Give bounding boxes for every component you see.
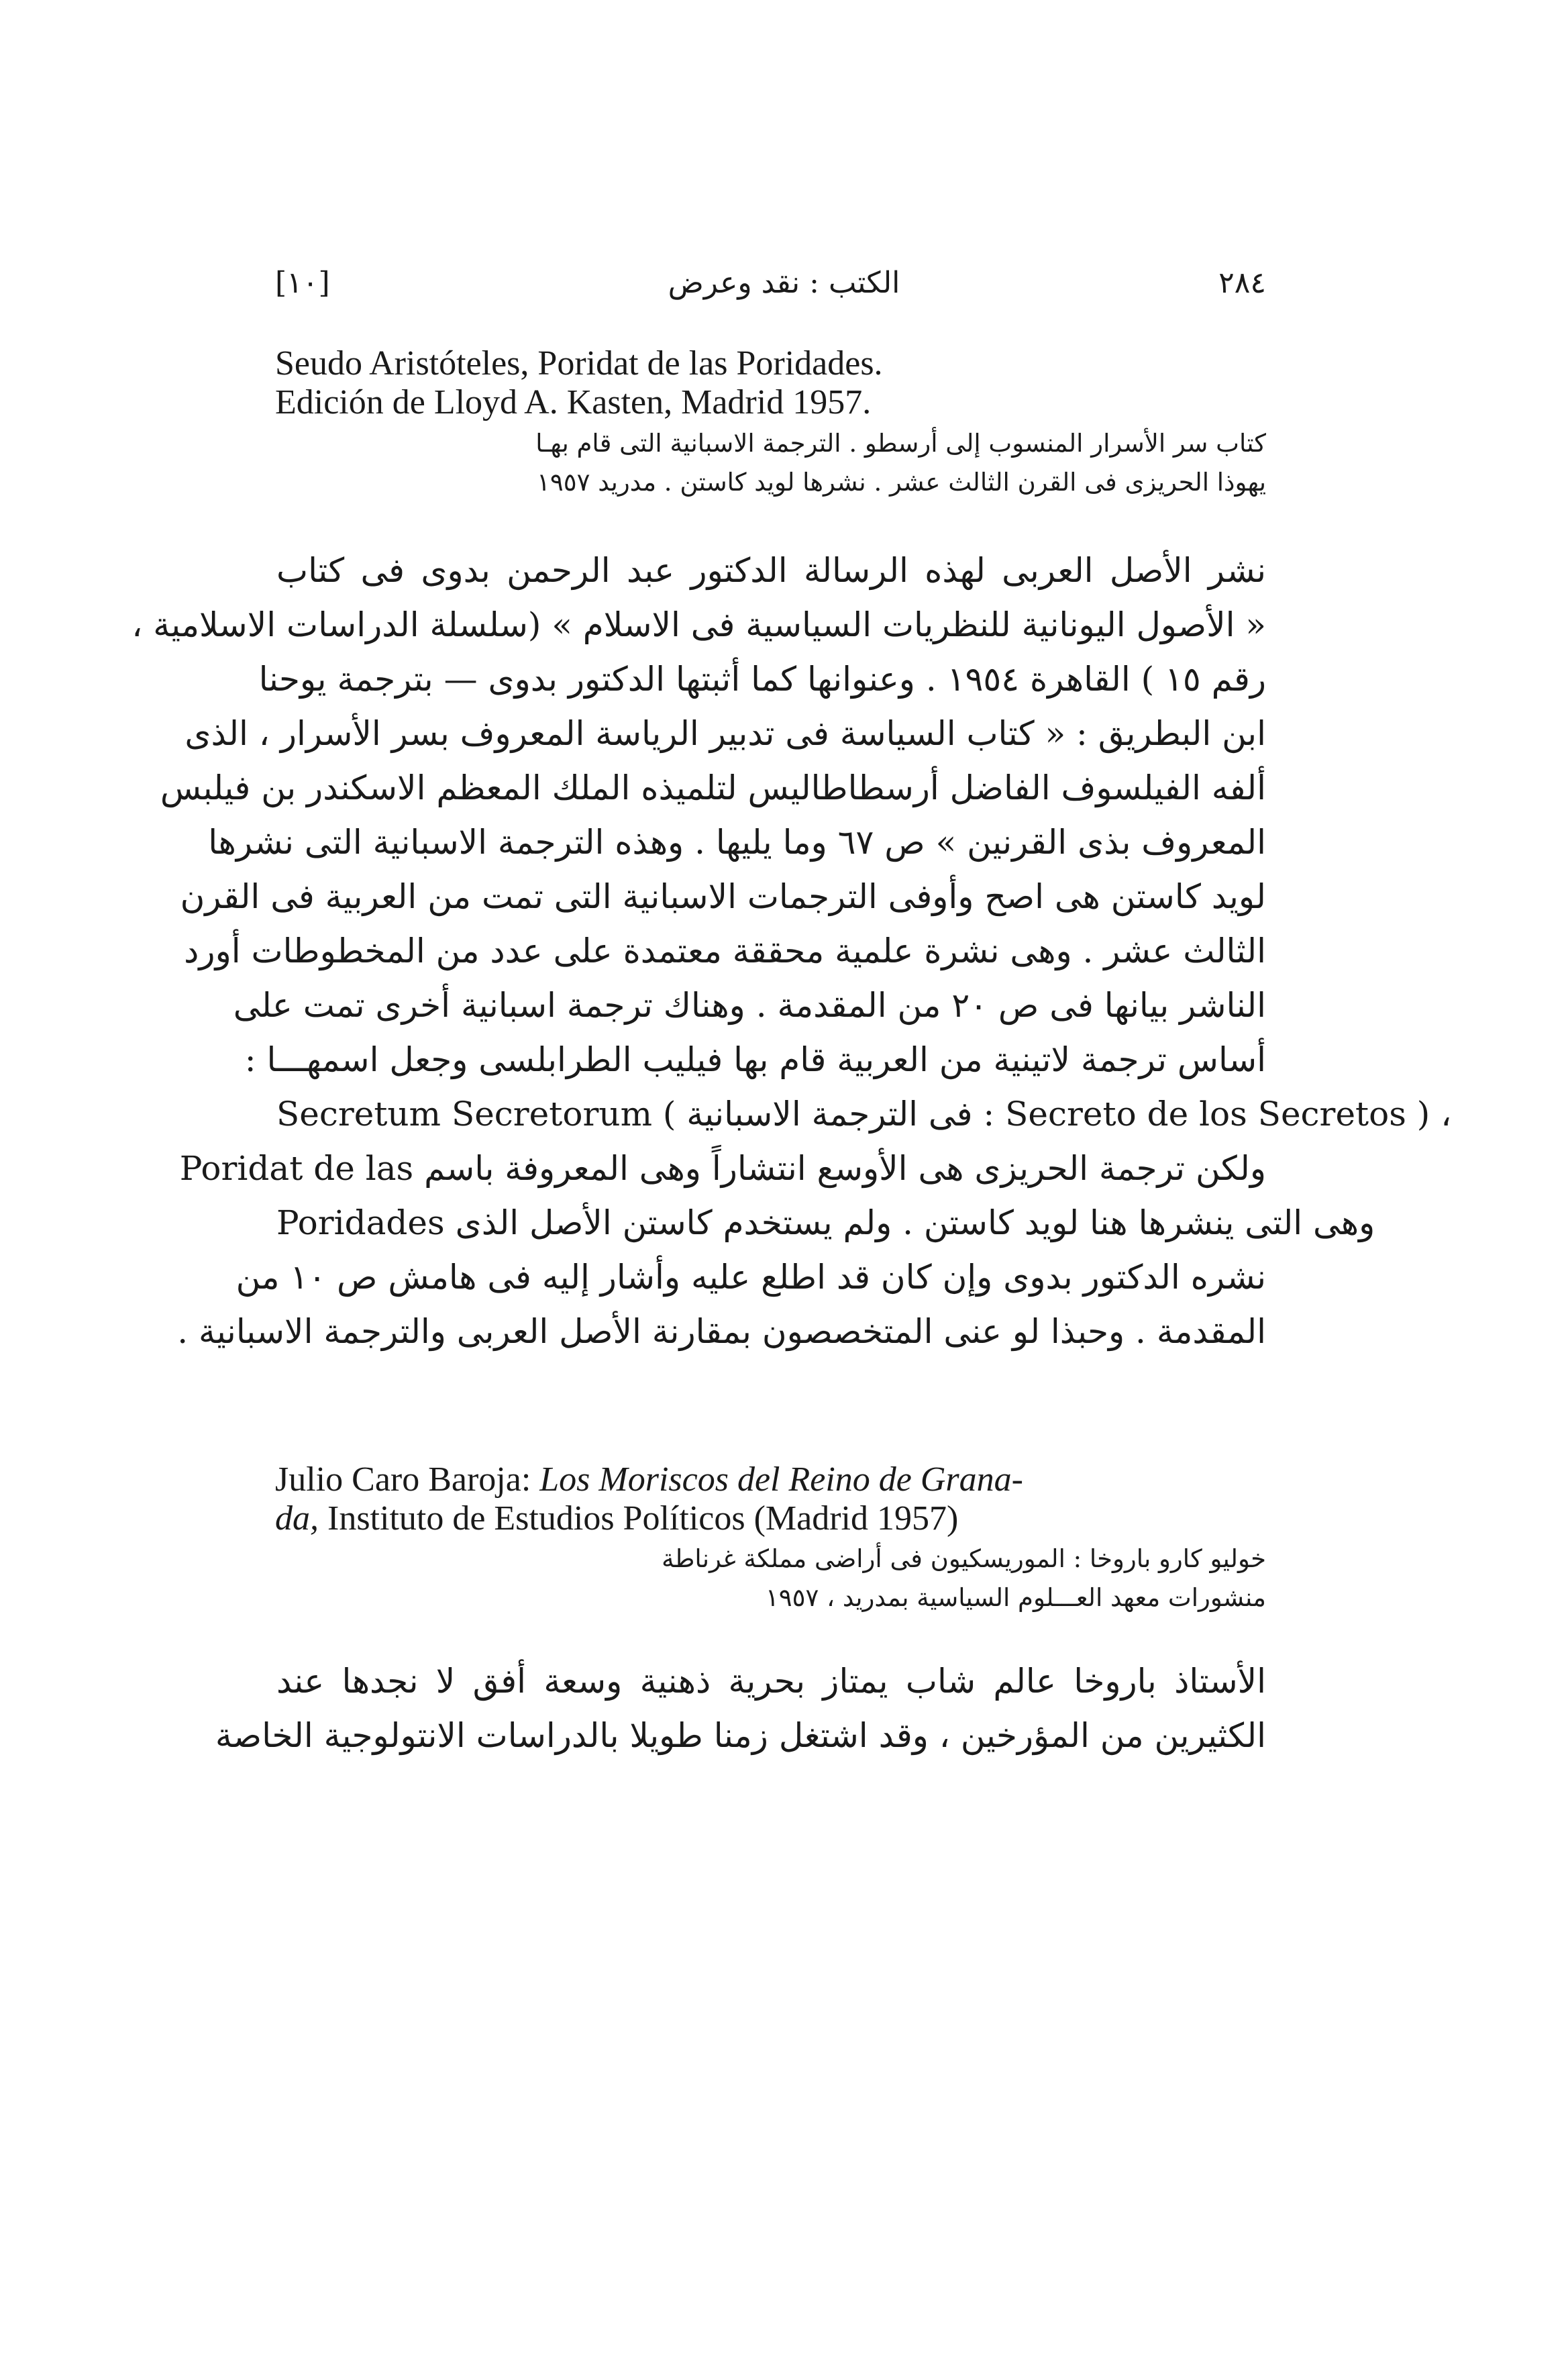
entry1-arabic-bib-line-2: يهوذا الحريزى فى القرن الثالث عشر . نشرها لويد كاستن . مدريد ١٩٥٧ bbox=[536, 468, 1266, 497]
entry2-title: Los Moriscos del Reino de Grana- bbox=[539, 1460, 1023, 1499]
entry2-arabic-bib-line-2: منشورات معهد العـــلوم السياسية بمدريد ، ١٩٥٧ bbox=[765, 1583, 1266, 1612]
entry2-title-end: da, bbox=[275, 1499, 319, 1538]
body-line: نشر الأصل العربى لهذه الرسالة الدكتور عبد الرحمن بدوى فى كتاب bbox=[276, 551, 1266, 590]
body-line: ولكن ترجمة الحريزى هى الأوسع انتشاراً وهى المعروفة باسم Poridat de las bbox=[179, 1149, 1266, 1188]
body-line: Poridades وهى التى ينشرها هنا لويد كاستن . ولم يستخدم كاستن الأصل الذى bbox=[276, 1203, 1375, 1242]
body-line: أساس ترجمة لاتينية من العربية قام بها فيليب الطرابلسى وجعل اسمهـــا : bbox=[244, 1040, 1266, 1079]
body-line: الثالث عشر . وهى نشرة علمية محققة معتمدة على عدد من المخطوطات أورد bbox=[184, 932, 1266, 970]
entry2-latin-line-1 bbox=[275, 1460, 1023, 1500]
entry1-latin-line-2: Edición de Lloyd A. Kasten, Madrid 1957. bbox=[275, 383, 872, 421]
entry2-arabic-bib-line-1: خوليو كارو باروخا : الموريسكيون فى أراضى مملكة غرناطة bbox=[662, 1544, 1266, 1573]
entry2-author: Julio Caro Baroja: bbox=[275, 1460, 540, 1499]
body-line: ألفه الفيلسوف الفاضل أرسطاطاليس لتلميذه الملك المعظم الاسكندر بن فيلبس bbox=[160, 768, 1266, 807]
entry1-arabic-bib-line-1: كتاب سر الأسرار المنسوب إلى أرسطو . الترجمة الاسبانية التى قام بهـا bbox=[535, 429, 1266, 458]
body-line: رقم ١٥ ) القاهرة ١٩٥٤ . وعنوانها كما أثبتها الدكتور بدوى — بترجمة يوحنا bbox=[258, 660, 1266, 699]
body-line: المقدمة . وحبذا لو عنى المتخصصون بمقارنة الأصل العربى والترجمة الاسبانية . bbox=[177, 1312, 1266, 1351]
entry2-publisher: Instituto de Estudios Políticos (Madrid 1957) bbox=[319, 1499, 959, 1538]
body-line: المعروف بذى القرنين » ص ٦٧ وما يليها . وهذه الترجمة الاسبانية التى نشرها bbox=[208, 823, 1266, 862]
entry1-latin-line-1: Seudo Aristóteles, Poridat de las Poridades. bbox=[275, 344, 883, 383]
section-number: [١٠] bbox=[275, 266, 330, 300]
entry2-latin-line-2 bbox=[275, 1499, 958, 1539]
body-line: ابن البطريق : « كتاب السياسة فى تدبير الرياسة المعروف بسر الأسرار ، الذى bbox=[185, 714, 1266, 753]
body-line: Secretum Secretorum ( فى الترجمة الاسبانية : Secreto de los Secretos ) ، bbox=[276, 1095, 1452, 1134]
body-line: « الأصول اليونانية للنظريات السياسية فى الاسلام » (سلسلة الدراسات الاسلامية ، bbox=[132, 605, 1266, 644]
body-line: الناشر بيانها فى ص ٢٠ من المقدمة . وهناك ترجمة اسبانية أخرى تمت على bbox=[233, 986, 1266, 1025]
body-line: الكثيرين من المؤرخين ، وقد اشتغل زمنا طويلا بالدراسات الانتولوجية الخاصة bbox=[215, 1716, 1266, 1755]
body-line: لويد كاستن هى اصح وأوفى الترجمات الاسبانية التى تمت من العربية فى القرن bbox=[180, 877, 1266, 916]
page-number: ٢٨٤ bbox=[1218, 266, 1266, 300]
running-title: الكتب : نقد وعرض bbox=[668, 266, 900, 300]
body-line: الأستاذ باروخا عالم شاب يمتاز بحرية ذهنية وسعة أفق لا نجدها عند bbox=[276, 1662, 1266, 1701]
body-line: نشره الدكتور بدوى وإن كان قد اطلع عليه وأشار إليه فى هامش ص ١٠ من bbox=[236, 1258, 1266, 1297]
